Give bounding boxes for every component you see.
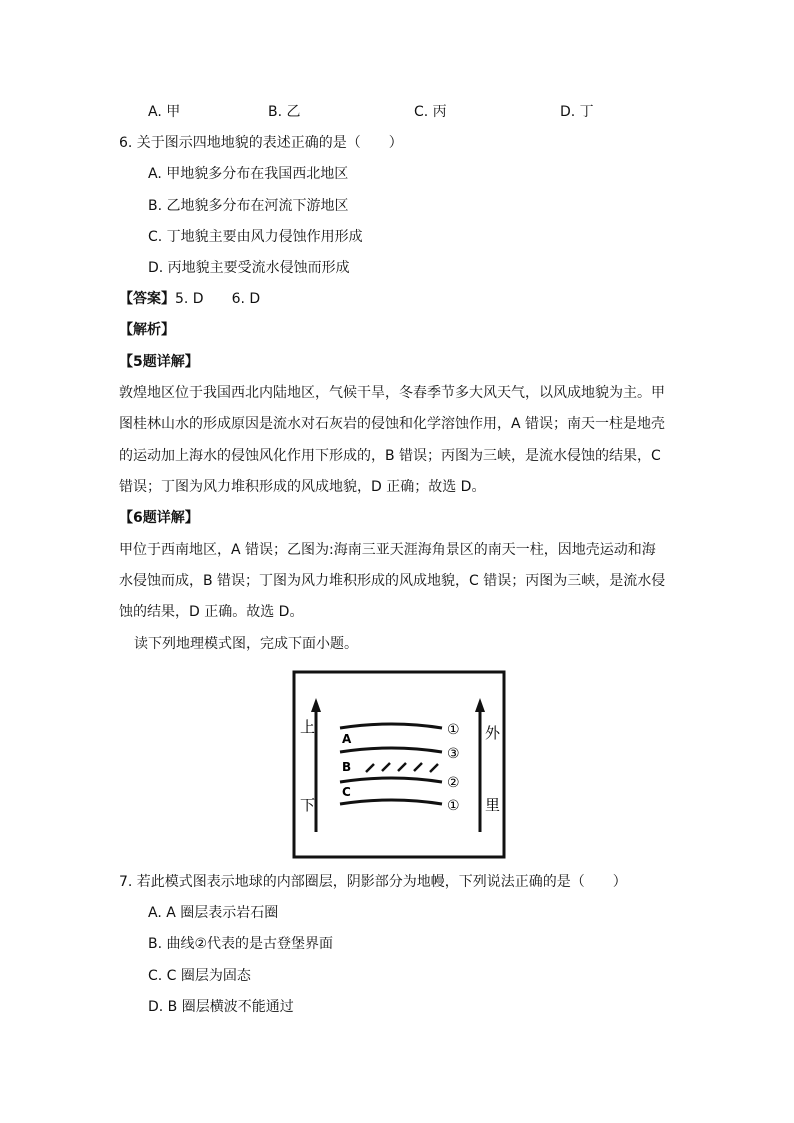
earth-layers-diagram xyxy=(292,670,506,860)
label-up: 上 xyxy=(300,718,316,736)
q6-option-d: D. 丙地貌主要受流水侵蚀而形成 xyxy=(148,260,350,276)
layer-label-b: B xyxy=(342,760,352,774)
mantle-shading xyxy=(366,763,438,772)
curve-label-3: ③ xyxy=(447,746,460,762)
q5-detail-line: 错误；丁图为风力堆积形成的风成地貌，D 正确；故选 D。 xyxy=(119,479,486,495)
right-arrow-head xyxy=(475,698,485,712)
curve-label-2: ② xyxy=(447,775,460,791)
diagram-intro: 读下列地理模式图，完成下面小题。 xyxy=(134,636,358,652)
q6-detail-heading: 【6题详解】 xyxy=(119,510,199,526)
q7-option-d: D. B 圈层横波不能通过 xyxy=(148,999,294,1015)
q6-detail-line: 水侵蚀而成，B 错误；丁图为风力堆积形成的风成地貌，C 错误；丙图为三峡，是流水侵 xyxy=(119,573,666,589)
q5-detail-line: 的运动加上海水的侵蚀风化作用下形成的，B 错误；丙图为三峡，是流水侵蚀的结果，C xyxy=(119,448,661,464)
label-inner: 里 xyxy=(485,796,501,814)
q6-option-a: A. 甲地貌多分布在我国西北地区 xyxy=(148,166,349,182)
q5-detail-line: 图桂林山水的形成原因是流水对石灰岩的侵蚀和化学溶蚀作用，A 错误；南天一柱是地壳 xyxy=(119,416,666,432)
q6-option-c: C. 丁地貌主要由风力侵蚀作用形成 xyxy=(148,229,363,245)
q7-option-a: A. A 圈层表示岩石圈 xyxy=(148,905,279,921)
q5-option-d: D. 丁 xyxy=(560,104,594,120)
curve-label-1-bottom: ① xyxy=(447,798,460,814)
curve-1-bottom xyxy=(340,800,442,804)
q5-option-b: B. 乙 xyxy=(268,104,301,120)
label-outer: 外 xyxy=(485,724,501,742)
layer-label-a: A xyxy=(342,732,352,746)
q6-detail-line: 甲位于西南地区，A 错误；乙图为:海南三亚天涯海角景区的南天一柱，因地壳运动和海 xyxy=(119,542,656,558)
q6-stem: 6. 关于图示四地地貌的表述正确的是（ ） xyxy=(119,135,403,151)
diagram-frame xyxy=(294,672,504,857)
q7-option-b: B. 曲线②代表的是古登堡界面 xyxy=(148,936,334,952)
label-down: 下 xyxy=(300,796,316,814)
analysis-label: 【解析】 xyxy=(119,322,175,338)
q6-option-b: B. 乙地貌多分布在河流下游地区 xyxy=(148,198,349,214)
curve-1-top xyxy=(340,724,442,728)
curve-label-1-top: ① xyxy=(447,722,460,738)
q5-option-c: C. 丙 xyxy=(414,104,447,120)
q7-option-c: C. C 圈层为固态 xyxy=(148,968,251,984)
q7-stem: 7. 若此模式图表示地球的内部圈层，阴影部分为地幔，下列说法正确的是（ ） xyxy=(119,874,627,890)
curve-2 xyxy=(340,778,442,782)
q5-option-a: A. 甲 xyxy=(148,104,181,120)
q5-detail-heading: 【5题详解】 xyxy=(119,354,199,370)
q6-detail-line: 蚀的结果，D 正确。故选 D。 xyxy=(119,604,304,620)
left-arrow-head xyxy=(311,698,321,712)
layer-label-c: C xyxy=(342,785,351,799)
answer-label: 【答案】 xyxy=(119,291,175,307)
q5-detail-line: 敦煌地区位于我国西北内陆地区，气候干旱，冬春季节多大风天气，以风成地貌为主。甲 xyxy=(119,385,665,401)
answer-text: 5. D 6. D xyxy=(175,291,261,307)
answer-line xyxy=(119,289,260,309)
curve-3 xyxy=(340,748,442,752)
